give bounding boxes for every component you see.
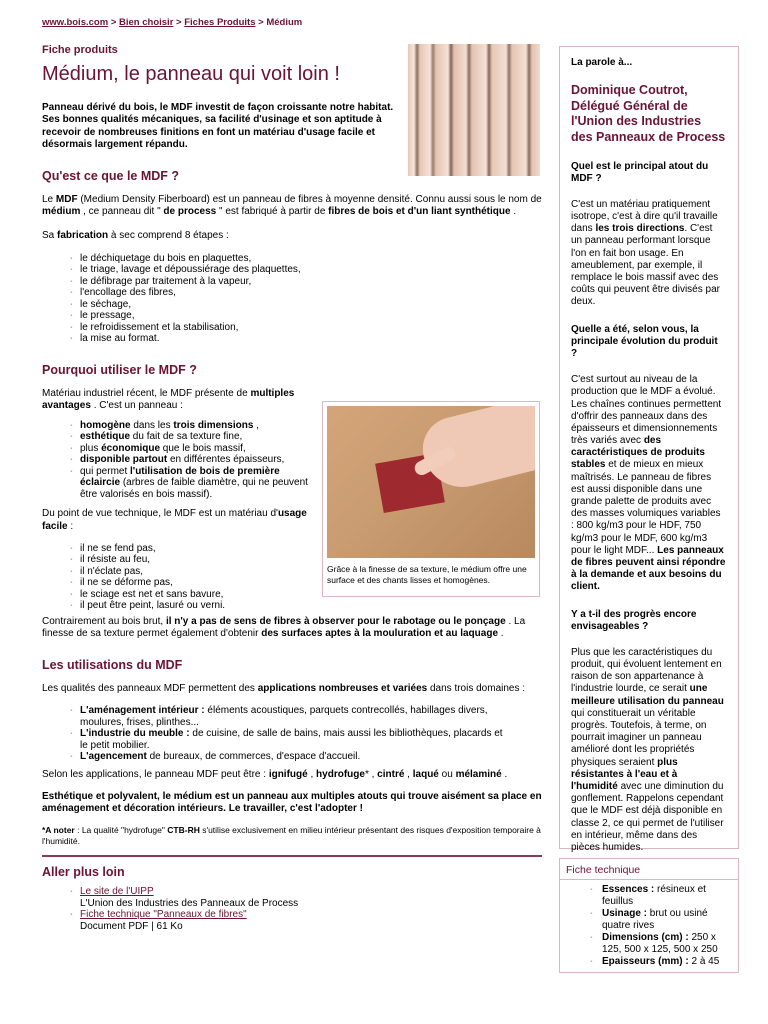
uses-list bbox=[70, 705, 510, 763]
paragraph-fabrication: Sa fabrication à sec comprend 8 étapes : bbox=[42, 230, 229, 242]
list-item: . qui permet l'utilisation de bois de première éclaircie (arbres de faible diamètre, qui ne peuvent être valorisés en bois massif). bbox=[70, 466, 318, 501]
heading-further: Aller plus loin bbox=[42, 865, 125, 880]
list-item: . le déchiquetage du bois en plaquettes, bbox=[70, 253, 542, 265]
list-item: . Dimensions (cm) : 250 x 125, 500 x 125, 500 x 250 bbox=[590, 932, 728, 956]
interview-answer: Plus que les caractéristiques du produit, qui évoluent lentement en raison de son appartenance à l'industrie lourde, ce serait une meilleure utilisation du panneau qui constituerait un véritable progrès. Toutefois, à terme, on pourrait imaginer un panneau amélioré dont les propriétés physiques seraient plus résistantes à l'eau et à l'humidité avec une diminution du gonflement. Rappelons cependant que le MDF est déjà disponible en classe 2, ce qui permet de l'utiliser en intérieur, même dans des pièces humides. bbox=[571, 646, 724, 853]
intro-paragraph: Panneau dérivé du bois, le MDF investit de façon croissante notre habitat. Ses bonnes qualités mécaniques, sa facilité d'usinage et son aptitude à recevoir de nombreuses finitions en font un matériau d'usage facile et désormais largement répandu. bbox=[42, 102, 394, 150]
interview-question: Y a t-il des progrès encore envisageables ? bbox=[571, 608, 697, 632]
breadcrumb-current: Médium bbox=[266, 17, 303, 28]
list-item: . Epaisseurs (mm) : 2 à 45 bbox=[590, 956, 728, 968]
list-item: . le défibrage par traitement à la vapeur, bbox=[70, 276, 542, 288]
list-item: . le pressage, bbox=[70, 310, 542, 322]
list-item bbox=[70, 886, 542, 909]
breadcrumb-separator: > bbox=[176, 17, 182, 28]
paragraph-treatments: Selon les applications, le panneau MDF peut être : ignifugé , hydrofuge* , cintré , laqué ou mélaminé . bbox=[42, 768, 508, 780]
list-item: . Usinage : brut ou usiné quatre rives bbox=[590, 908, 728, 932]
list-item: . le triage, lavage et dépoussiérage des plaquettes, bbox=[70, 264, 542, 276]
technical-properties-list bbox=[70, 543, 542, 612]
list-item bbox=[70, 909, 542, 932]
list-item: . L'industrie du meuble : de cuisine, de salle de bains, mais aussi les bibliothèques, placards et le petit mobilier. bbox=[70, 728, 510, 751]
breadcrumb-separator: > bbox=[110, 17, 117, 28]
list-item: . le séchage, bbox=[70, 299, 542, 311]
further-links-list bbox=[70, 886, 542, 932]
heading-why-mdf: Pourquoi utiliser le MDF ? bbox=[42, 362, 197, 377]
breadcrumb bbox=[42, 17, 302, 28]
conclusion-paragraph: Esthétique et polyvalent, le médium est un panneau aux multiples atouts qui trouve aisément sa place en aménagement et décoration intérieurs. Le travailler, c'est l'adopter ! bbox=[42, 791, 542, 815]
section-kicker: Fiche produits bbox=[42, 44, 118, 56]
breadcrumb-products-link[interactable]: Fiches Produits bbox=[184, 17, 256, 28]
advantages-list bbox=[70, 420, 318, 501]
breadcrumb-choose-link[interactable]: Bien choisir bbox=[119, 17, 174, 28]
interviewee-name: Dominique Coutrot, Délégué Général de l'Union des Industries des Panneaux de Process bbox=[571, 83, 726, 144]
list-item: . il n'éclate pas, bbox=[70, 566, 542, 578]
interview-answer: C'est un matériau pratiquement isotrope, c'est à dire qu'il travaille dans les trois directions. C'est un panneau performant lorsque l'on en fait bon usage. En ameublement, par exemple, il remplace le bois massif avec des coûts qui peuvent être divisés par deux. bbox=[571, 198, 720, 308]
paragraph-technique: Du point de vue technique, le MDF est un matériau d'usage facile : bbox=[42, 508, 307, 532]
technical-sheet-box bbox=[559, 858, 739, 973]
paragraph-advantages: Matériau industriel récent, le MDF présente de multiples avantages . C'est un panneau : bbox=[42, 387, 295, 411]
list-item: . le refroidissement et la stabilisation, bbox=[70, 322, 542, 334]
list-item: . L'agencement de bureaux, de commerces, d'espace d'accueil. bbox=[70, 751, 510, 763]
list-item: . la mise au format. bbox=[70, 333, 542, 345]
list-item: . homogène dans les trois dimensions , bbox=[70, 420, 318, 432]
list-item: . il ne se fend pas, bbox=[70, 543, 542, 555]
interview-question: Quel est le principal atout du MDF ? bbox=[571, 160, 709, 184]
heading-uses: Les utilisations du MDF bbox=[42, 658, 183, 673]
paragraph-finishing: Contrairement au bois brut, il n'y a pas de sens de fibres à observer pour le rabotage ou le ponçage . La finesse de sa texture permet également d'obtenir des surfaces aptes à la mouluration et au laquage . bbox=[42, 615, 526, 639]
breadcrumb-home-link[interactable]: www.bois.com bbox=[42, 17, 109, 28]
breadcrumb-separator: > bbox=[258, 17, 264, 28]
fabrication-steps-list bbox=[70, 253, 542, 345]
main-content bbox=[42, 44, 542, 940]
interview-question: Quelle a été, selon vous, la principale évolution du produit ? bbox=[571, 323, 718, 359]
list-item: . il résiste au feu, bbox=[70, 554, 542, 566]
list-item: . esthétique du fait de sa texture fine, bbox=[70, 431, 318, 443]
list-item: . il peut être peint, lasuré ou verni. bbox=[70, 600, 542, 612]
link-description: L'Union des Industries des Panneaux de Process bbox=[80, 897, 299, 909]
list-item: . l'encollage des fibres, bbox=[70, 287, 542, 299]
heading-what-is-mdf: Qu'est ce que le MDF ? bbox=[42, 168, 180, 183]
interview-sidebar bbox=[559, 46, 739, 853]
technical-sheet-title: Fiche technique bbox=[560, 859, 738, 880]
list-item: . plus économique que le bois massif, bbox=[70, 443, 318, 455]
list-item: . le sciage est net et sans bavure, bbox=[70, 589, 542, 601]
paragraph-uses: Les qualités des panneaux MDF permettent des applications nombreuses et variées dans trois domaines : bbox=[42, 683, 526, 695]
technical-sheet-list bbox=[560, 880, 738, 968]
uipp-link[interactable]: Le site de l'UIPP bbox=[80, 886, 154, 898]
note-paragraph: *A noter : La qualité "hydrofuge" CTB-RH s'utilise exclusivement en milieu intérieur présentant des risques d'exposition temporaire à l'humidité. bbox=[42, 825, 541, 847]
page-title: Médium, le panneau qui voit loin ! bbox=[42, 63, 340, 86]
list-item: . Essences : résineux et feuillus bbox=[590, 884, 728, 908]
interview-answer: C'est surtout au niveau de la production que le MDF a évolué. Les chaînes continues permettent d'offrir des panneaux dans des épaisseurs et dimensionnements très variés avec des caractéristiques de produits stables et de mieux en mieux maîtrisés. Le panneau de fibres est aussi disponible dans une grande palette de produits avec des masses volumiques variables : 800 kg/m3 pour le HDF, 750 kg/m3 pour le MDF, 600 kg/m3 pour le light MDF... Les panneaux de fibres peuvent ainsi répondre à la demande et aux besoins du client. bbox=[571, 374, 726, 593]
photo-caption: Grâce à la finesse de sa texture, le médium offre une surface et des chants lisses et homogènes. bbox=[327, 564, 527, 585]
sidebar-label: La parole à... bbox=[571, 57, 633, 68]
list-item: . L'aménagement intérieur : éléments acoustiques, parquets contrecollés, habillages divers, moulures, frises, plinthes... bbox=[70, 705, 510, 728]
list-item: . disponible partout en différentes épaisseurs, bbox=[70, 454, 318, 466]
link-description: Document PDF | 61 Ko bbox=[80, 920, 183, 932]
list-item: . il ne se déforme pas, bbox=[70, 577, 542, 589]
divider bbox=[42, 855, 542, 857]
fiche-technique-pdf-link[interactable]: Fiche technique "Panneaux de fibres" bbox=[80, 909, 247, 921]
paragraph-definition: Le MDF (Medium Density Fiberboard) est un panneau de fibres à moyenne densité. Connu aussi sous le nom de médium , ce panneau dit " de process " est fabriqué à partir de fibres de bois et d'un liant synthétique . bbox=[42, 193, 542, 218]
